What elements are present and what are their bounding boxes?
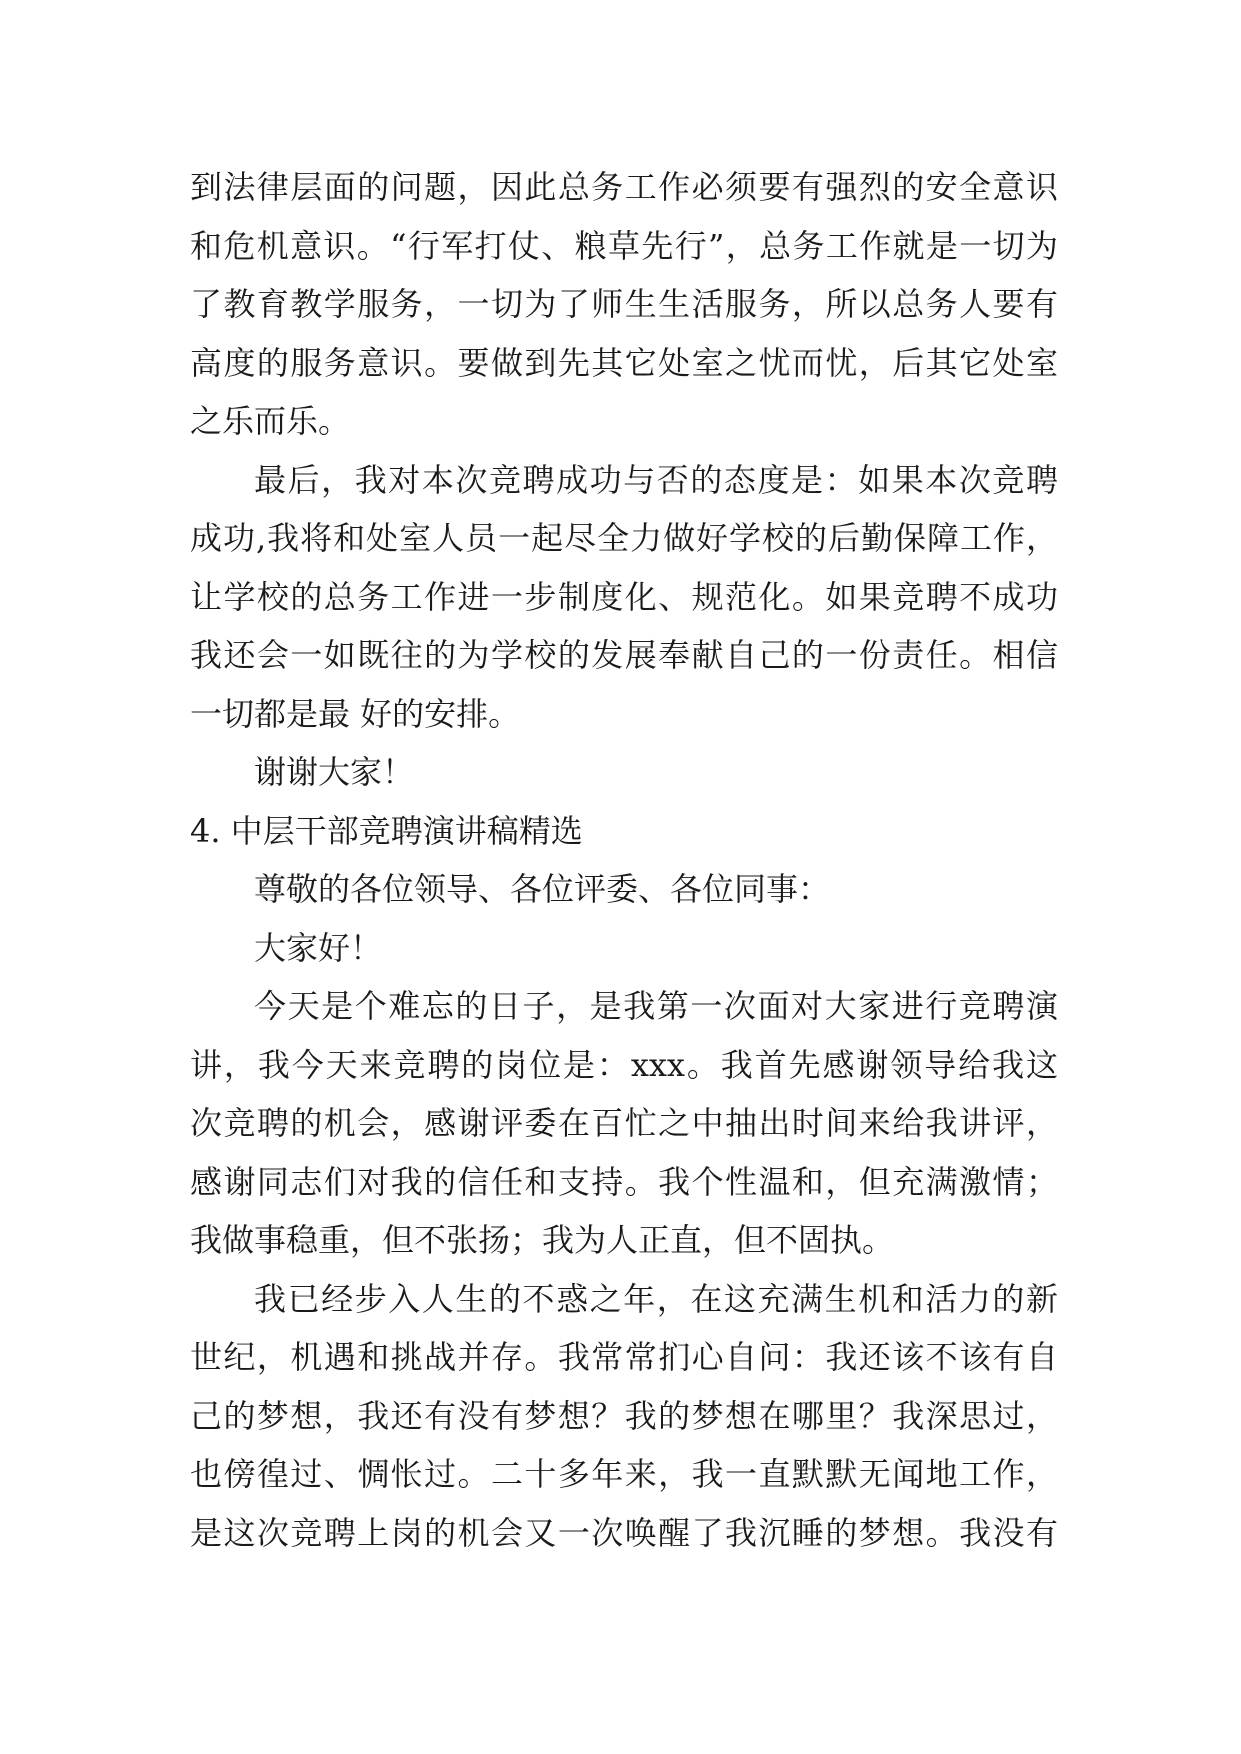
paragraph-line: 成功,我将和处室人员一起尽全力做好学校的后勤保障工作， — [190, 519, 1058, 557]
paragraph-line: 世纪，机遇和挑战并存。我常常扪心自问：我还该不该有自 — [190, 1338, 1058, 1376]
section-heading: 4. 中层干部竞聘演讲稿精选 — [190, 811, 583, 850]
paragraph-line: 一切都是最 好的安排。 — [190, 694, 521, 733]
paragraph-line: 和危机意识。“行军打仗、粮草先行”，总务工作就是一切为 — [190, 226, 1058, 265]
paragraph-line: 让学校的总务工作进一步制度化、规范化。如果竞聘不成功 — [190, 577, 1058, 616]
paragraph-line: 己的梦想，我还有没有梦想？我的梦想在哪里？我深思过， — [190, 1396, 1058, 1435]
paragraph-line: 次竞聘的机会，感谢评委在百忙之中抽出时间来给我讲评， — [190, 1104, 1058, 1142]
closing-line: 谢谢大家！ — [254, 753, 415, 791]
paragraph-line: 最后，我对本次竞聘成功与否的态度是：如果本次竞聘 — [254, 460, 1058, 499]
greeting-line: 大家好！ — [254, 928, 383, 967]
paragraph-line: 我做事稳重，但不张扬；我为人正直，但不固执。 — [190, 1221, 895, 1259]
paragraph-line: 到法律层面的问题，因此总务工作必须要有强烈的安全意识 — [190, 168, 1058, 206]
paragraph-line: 是这次竞聘上岗的机会又一次唤醒了我沉睡的梦想。我没有 — [190, 1513, 1058, 1552]
document-body — [190, 158, 1058, 1562]
paragraph-line: 之乐而乐。 — [190, 402, 351, 440]
paragraph-line: 我还会一如既往的为学校的发展奉献自己的一份责任。相信 — [190, 636, 1058, 674]
paragraph-line: 今天是个难忘的日子，是我第一次面对大家进行竞聘演 — [254, 987, 1058, 1025]
salutation-line: 尊敬的各位领导、各位评委、各位同事： — [254, 870, 831, 908]
paragraph-line: 也傍徨过、惆怅过。二十多年来，我一直默默无闻地工作， — [190, 1455, 1058, 1493]
paragraph-line: 高度的服务意识。要做到先其它处室之忧而忧，后其它处室 — [190, 343, 1058, 382]
paragraph-line: 感谢同志们对我的信任和支持。我个性温和，但充满激情； — [190, 1162, 1058, 1201]
paragraph-line: 讲，我今天来竞聘的岗位是：xxx。我首先感谢领导给我这 — [190, 1045, 1058, 1084]
paragraph-line: 了教育教学服务，一切为了师生生活服务，所以总务人要有 — [190, 285, 1058, 323]
paragraph-line: 我已经步入人生的不惑之年，在这充满生机和活力的新 — [254, 1279, 1058, 1318]
